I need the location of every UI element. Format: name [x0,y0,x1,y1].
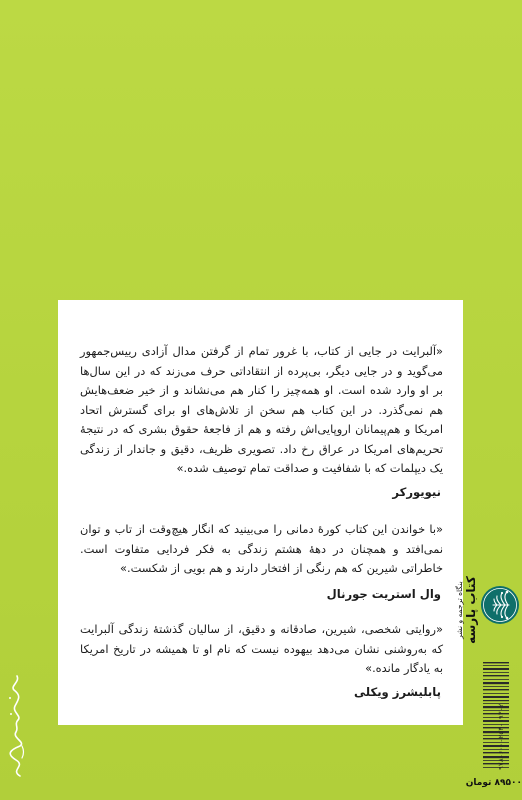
quote-block-3 [80,620,443,702]
blurb-panel [58,300,463,725]
publisher-name [455,565,478,655]
tree-emblem-icon [478,565,522,645]
blurb-content [80,342,443,702]
publisher-tagline: بنگاه ترجمه و نشر [455,581,464,639]
quote-text: «آلبرایت در جایی از کتاب، با غرور تمام از گرفتن مدال آزادی رییس‌جمهور می‌گوید و در جایی دیگر، بی‌پرده از انتقاداتی حرف می‌زند که در این سال‌ها بر او وارد شده است. او همه‌چیز را کنار هم می‌نشاند و از خیر ضعف‌هایش هم نمی‌گذرد. در این کتاب هم سخن از تلاش‌های او برای گسترش اتحاد امریکا و هم‌پیمانان اروپایی‌اش رفته و هم از فاجعهٔ حقوق بشری که در نتیجهٔ تحریم‌های امریکا در عراق رخ داد. تصویری ظریف، دقیق و جاندار از زندگی یک دیپلمات که با شفافیت و صداقت تمام توصیف شده.» [80,344,443,475]
quote-text: «با خواندن این کتاب کورهٔ دمانی را می‌بینید که انگار هیچ‌وقت از تاب و توان نمی‌افتد و همچنان در دههٔ هشتم زندگی به فکر فردایی متفاوت است. خاطراتی شیرین که هم رنگی از افتخار دارند و هم بویی از شکست.» [80,522,443,575]
quote-block-2 [80,520,443,604]
quote-source: نیویورکر [392,484,441,499]
price-label: ۸۹۵۰۰ تومان [465,778,522,788]
quote-source: وال استریت جورنال [326,586,441,601]
quote-text: «روایتی شخصی، شیرین، صادقانه و دقیق، از سالیان گذشتهٔ زندگی آلبرایت که به‌روشنی نشان می‌دهد بیهوده نیست که نام او تا همیشه در تاریخ امریکا به یادگار مانده.» [80,622,443,675]
quote-block-1 [80,342,443,502]
quote-source: پابلیشرز ویکلی [353,684,441,699]
publisher-title: کتاب پارسه [464,576,478,644]
handwritten-signature-icon [6,670,28,780]
isbn-number: ۹۷۸-۶۰۰-۲۵۳-۱۹۳-۲ [497,703,505,770]
